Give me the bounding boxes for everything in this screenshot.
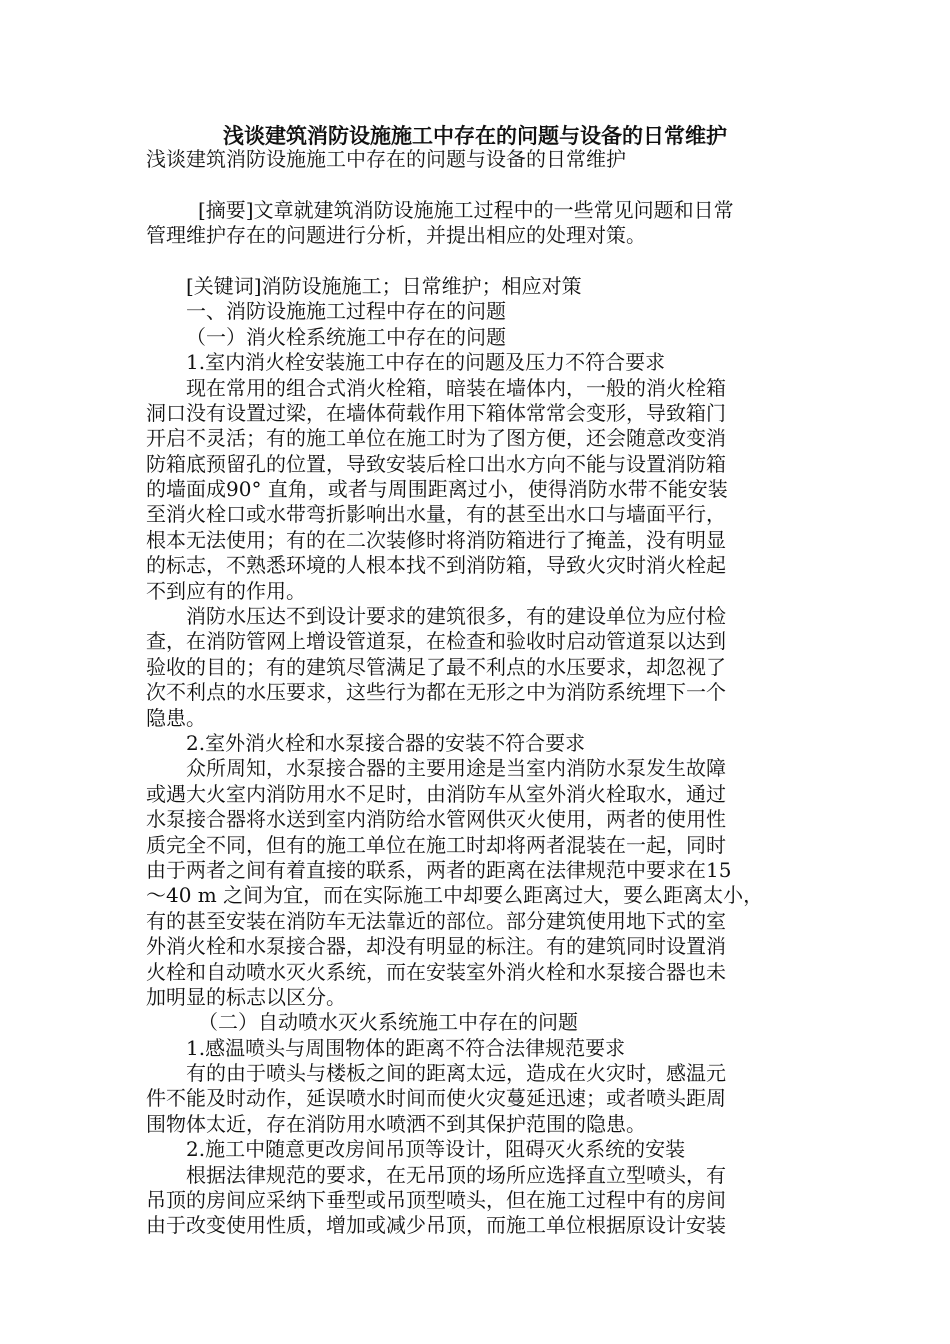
paragraph-line: 至消火栓口或水带弯折影响出水量，有的甚至出水口与墙面平行，	[146, 502, 726, 527]
paragraph-line: 外消火栓和水泵接合器，却没有明显的标注。有的建筑同时设置消	[146, 934, 726, 959]
subsection-heading: （一）消火栓系统施工中存在的问题	[186, 324, 506, 349]
paragraph-line: 火栓和自动喷水灭火系统，而在安装室外消火栓和水泵接合器也未	[146, 959, 726, 984]
document-title: 浅谈建筑消防设施施工中存在的问题与设备的日常维护	[223, 124, 727, 148]
item-heading: 2.室外消火栓和水泵接合器的安装不符合要求	[186, 730, 586, 755]
paragraph-line: 有的甚至安装在消防车无法靠近的部位。部分建筑使用地下式的室	[146, 908, 726, 933]
paragraph-line: 件不能及时动作，延误喷水时间而使火灾蔓延迅速；或者喷头距周	[146, 1086, 726, 1111]
paragraph-line: 防箱底预留孔的位置，导致安装后栓口出水方向不能与设置消防箱	[146, 451, 726, 476]
paragraph-line: 验收的目的；有的建筑尽管满足了最不利点的水压要求，却忽视了	[146, 654, 726, 679]
subtitle-line: 浅谈建筑消防设施施工中存在的问题与设备的日常维护	[146, 147, 626, 171]
paragraph-line: 隐患。	[146, 705, 206, 730]
item-heading: 1.感温喷头与周围物体的距离不符合法律规范要求	[186, 1035, 626, 1060]
paragraph-line: 水泵接合器将水送到室内消防给水管网供灭火使用，两者的使用性	[146, 807, 726, 832]
paragraph-line: 质完全不同，但有的施工单位在施工时却将两者混装在一起，同时	[146, 832, 726, 857]
paragraph-line: 查，在消防管网上增设管道泵，在检查和验收时启动管道泵以达到	[146, 629, 726, 654]
paragraph-line: 根本无法使用；有的在二次装修时将消防箱进行了掩盖，没有明显	[146, 527, 726, 552]
paragraph-line: 吊顶的房间应采纳下垂型或吊顶型喷头，但在施工过程中有的房间	[146, 1188, 726, 1213]
paragraph-line: ～40 m 之间为宜，而在实际施工中却要么距离过大，要么距离太小，	[146, 883, 764, 908]
paragraph-line: 或遇大火室内消防用水不足时，由消防车从室外消火栓取水，通过	[146, 781, 726, 806]
abstract-line: [摘要]文章就建筑消防设施施工过程中的一些常见问题和日常	[198, 197, 734, 222]
paragraph-line: 由于两者之间有着直接的联系，两者的距离在法律规范中要求在15	[146, 857, 732, 882]
blank-line	[146, 249, 811, 274]
paragraph-line: 的墙面成90° 直角，或者与周围距离过小，使得消防水带不能安装	[146, 477, 728, 502]
subsection-heading: （二）自动喷水灭火系统施工中存在的问题	[198, 1010, 578, 1035]
paragraph-line: 有的由于喷头与楼板之间的距离太远，造成在火灾时，感温元	[186, 1061, 726, 1086]
paragraph-line: 消防水压达不到设计要求的建筑很多，有的建设单位为应付检	[186, 604, 726, 629]
paragraph-line: 现在常用的组合式消火栓箱，暗装在墙体内，一般的消火栓箱	[186, 375, 726, 400]
paragraph-line: 根据法律规范的要求，在无吊顶的场所应选择直立型喷头，有	[186, 1162, 726, 1187]
item-heading: 1.室内消火栓安装施工中存在的问题及压力不符合要求	[186, 350, 666, 375]
paragraph-line: 众所周知，水泵接合器的主要用途是当室内消防水泵发生故障	[186, 756, 726, 781]
paragraph-line: 围物体太近，存在消防用水喷洒不到其保护范围的隐患。	[146, 1111, 646, 1136]
keywords-line: [关键词]消防设施施工；日常维护；相应对策	[186, 273, 582, 298]
blank-line	[146, 172, 811, 197]
abstract-line: 管理维护存在的问题进行分析，并提出相应的处理对策。	[146, 223, 646, 248]
paragraph-line: 不到应有的作用。	[146, 578, 306, 603]
paragraph-line: 次不利点的水压要求，这些行为都在无形之中为消防系统埋下一个	[146, 680, 726, 705]
section-heading: 一、消防设施施工过程中存在的问题	[186, 299, 506, 324]
paragraph-line: 开启不灵活；有的施工单位在施工时为了图方便，还会随意改变消	[146, 426, 726, 451]
document-body	[146, 147, 811, 1239]
item-heading: 2.施工中随意更改房间吊顶等设计，阻碍灭火系统的安装	[186, 1137, 686, 1162]
paragraph-line: 由于改变使用性质，增加或减少吊顶，而施工单位根据原设计安装	[146, 1213, 726, 1238]
paragraph-line: 洞口没有设置过梁，在墙体荷载作用下箱体常常会变形，导致箱门	[146, 400, 726, 425]
paragraph-line: 加明显的标志以区分。	[146, 984, 346, 1009]
paragraph-line: 的标志，不熟悉环境的人根本找不到消防箱，导致火灾时消火栓起	[146, 553, 726, 578]
